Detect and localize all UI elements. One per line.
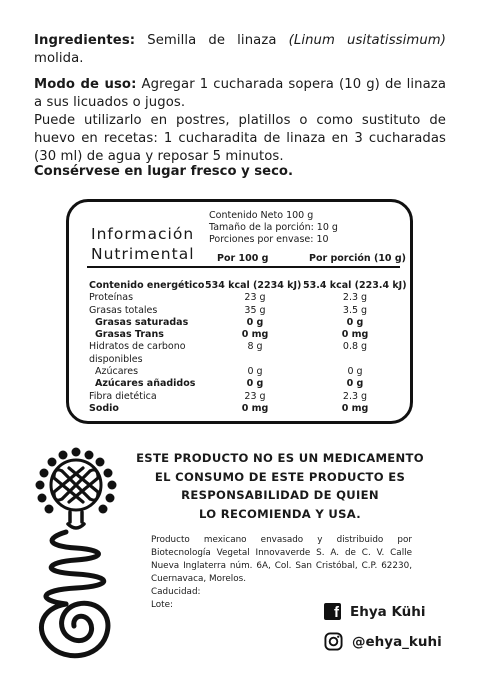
table-row bbox=[89, 305, 409, 317]
medical-warning bbox=[130, 449, 430, 523]
facebook-name: Ehya Kühi bbox=[350, 603, 426, 620]
table-row bbox=[89, 292, 409, 304]
row-value-100g: 0 mg bbox=[241, 329, 269, 341]
row-label: Fibra dietética bbox=[89, 390, 157, 402]
row-value-serving: 0 g bbox=[347, 366, 363, 378]
row-value-serving: 3.5 g bbox=[342, 304, 368, 316]
row-label: Sodio bbox=[89, 402, 119, 414]
warning-line: ESTE PRODUCTO NO ES UN MEDICAMENTO bbox=[136, 451, 424, 465]
row-value-100g: 23 g bbox=[244, 390, 266, 402]
instagram-handle bbox=[324, 632, 442, 651]
nutrition-title-line1: Información bbox=[91, 225, 195, 243]
header-divider bbox=[87, 266, 400, 268]
table-row bbox=[89, 378, 409, 390]
row-value-100g: 35 g bbox=[244, 304, 266, 316]
row-value-serving: 2.3 g bbox=[342, 390, 368, 402]
ingredients-latin-name: (Linum usitatissimum) bbox=[288, 33, 446, 48]
table-row bbox=[89, 391, 409, 403]
facebook-icon: f bbox=[324, 603, 341, 620]
nutrition-facts-panel bbox=[66, 199, 413, 424]
table-row bbox=[89, 403, 409, 415]
row-value-100g: 23 g bbox=[244, 292, 266, 304]
row-value-serving: 0 g bbox=[346, 378, 364, 390]
facebook-handle bbox=[324, 603, 426, 620]
ingredients-paragraph bbox=[34, 32, 446, 68]
column-header-per-serving: Por porción (10 g) bbox=[309, 253, 406, 264]
nutrition-title bbox=[91, 224, 195, 264]
usage-paragraph-2: Puede utilizarlo en postres, platillos o como sustituto de huevo en recetas: 1 cucharadita de linaza en 3 cucharadas (30 ml) de agua y reposar 5 minutos. bbox=[34, 113, 446, 164]
nutrition-meta bbox=[209, 210, 338, 246]
serving-size: Tamaño de la porción: 10 g bbox=[209, 222, 338, 233]
row-value-serving: 0 mg bbox=[341, 402, 369, 414]
row-label: Grasas saturadas bbox=[95, 316, 189, 328]
usage-label: Modo de uso: bbox=[34, 77, 137, 92]
column-header-per-100g: Por 100 g bbox=[217, 253, 269, 264]
net-content: Contenido Neto 100 g bbox=[209, 210, 314, 221]
nutrition-title-line2: Nutrimental bbox=[91, 245, 195, 263]
row-value-100g: 0 g bbox=[246, 378, 264, 390]
usage-paragraph bbox=[34, 76, 446, 112]
ingredients-text: Semilla de linaza bbox=[147, 33, 277, 48]
servings-per-container: Porciones por envase: 10 bbox=[209, 234, 329, 245]
row-label: Hidratos de carbono disponibles bbox=[89, 341, 186, 365]
table-row bbox=[89, 366, 409, 378]
table-row bbox=[89, 317, 409, 329]
table-row bbox=[89, 329, 409, 341]
warning-line: EL CONSUMO DE ESTE PRODUCTO ES bbox=[154, 469, 406, 484]
warning-line: RESPONSABILIDAD DE QUIEN bbox=[181, 488, 379, 502]
nutrition-rows bbox=[89, 280, 409, 415]
manufacturer-address: Producto mexicano envasado y distribuido por Biotecnología Vegetal Innovaverde S. A. de C. V. Calle Nueva Inglaterra núm. 6A, Col. San Cristóbal, C.P. 62230, Cuernavaca, Morelos. bbox=[151, 535, 412, 584]
warning-line: LO RECOMIENDA Y USA. bbox=[199, 506, 361, 521]
lot-label: Lote: bbox=[151, 600, 173, 610]
product-description bbox=[34, 32, 446, 166]
storage-instructions: Consérvese en lugar fresco y seco. bbox=[34, 164, 293, 179]
row-value-serving: 2.3 g bbox=[342, 292, 368, 304]
row-value-100g: 0 mg bbox=[241, 402, 269, 414]
row-label: Grasas Trans bbox=[95, 329, 164, 341]
row-value-serving: 0 g bbox=[346, 316, 364, 328]
row-value-serving: 53.4 kcal (223.4 kJ) bbox=[303, 280, 407, 291]
brand-knot-logo-icon bbox=[26, 440, 126, 665]
row-value-serving: 0.8 g bbox=[342, 341, 368, 353]
row-value-100g: 0 g bbox=[247, 366, 263, 378]
row-label: Grasas totales bbox=[89, 304, 158, 316]
usage-text: Agregar 1 cucharada sopera (10 g) de linaza a sus licuados o jugos. bbox=[34, 77, 447, 110]
row-value-serving: 0 mg bbox=[341, 329, 369, 341]
row-label: Azúcares añadidos bbox=[95, 378, 196, 390]
manufacturer-info bbox=[151, 534, 412, 612]
row-label: Contenido energético bbox=[89, 280, 205, 291]
row-label: Azúcares bbox=[95, 366, 139, 378]
expiry-label: Caducidad: bbox=[151, 587, 201, 597]
instagram-icon bbox=[324, 632, 343, 651]
row-value-100g: 8 g bbox=[247, 341, 263, 353]
table-row bbox=[89, 280, 409, 292]
row-value-100g: 534 kcal (2234 kJ) bbox=[205, 280, 302, 291]
ingredients-label: Ingredientes: bbox=[34, 33, 136, 48]
instagram-name: @ehya_kuhi bbox=[352, 633, 442, 650]
table-row bbox=[89, 341, 409, 366]
row-value-100g: 0 g bbox=[246, 316, 264, 328]
ingredients-text-after: molida. bbox=[34, 51, 84, 66]
row-label: Proteínas bbox=[89, 292, 134, 304]
